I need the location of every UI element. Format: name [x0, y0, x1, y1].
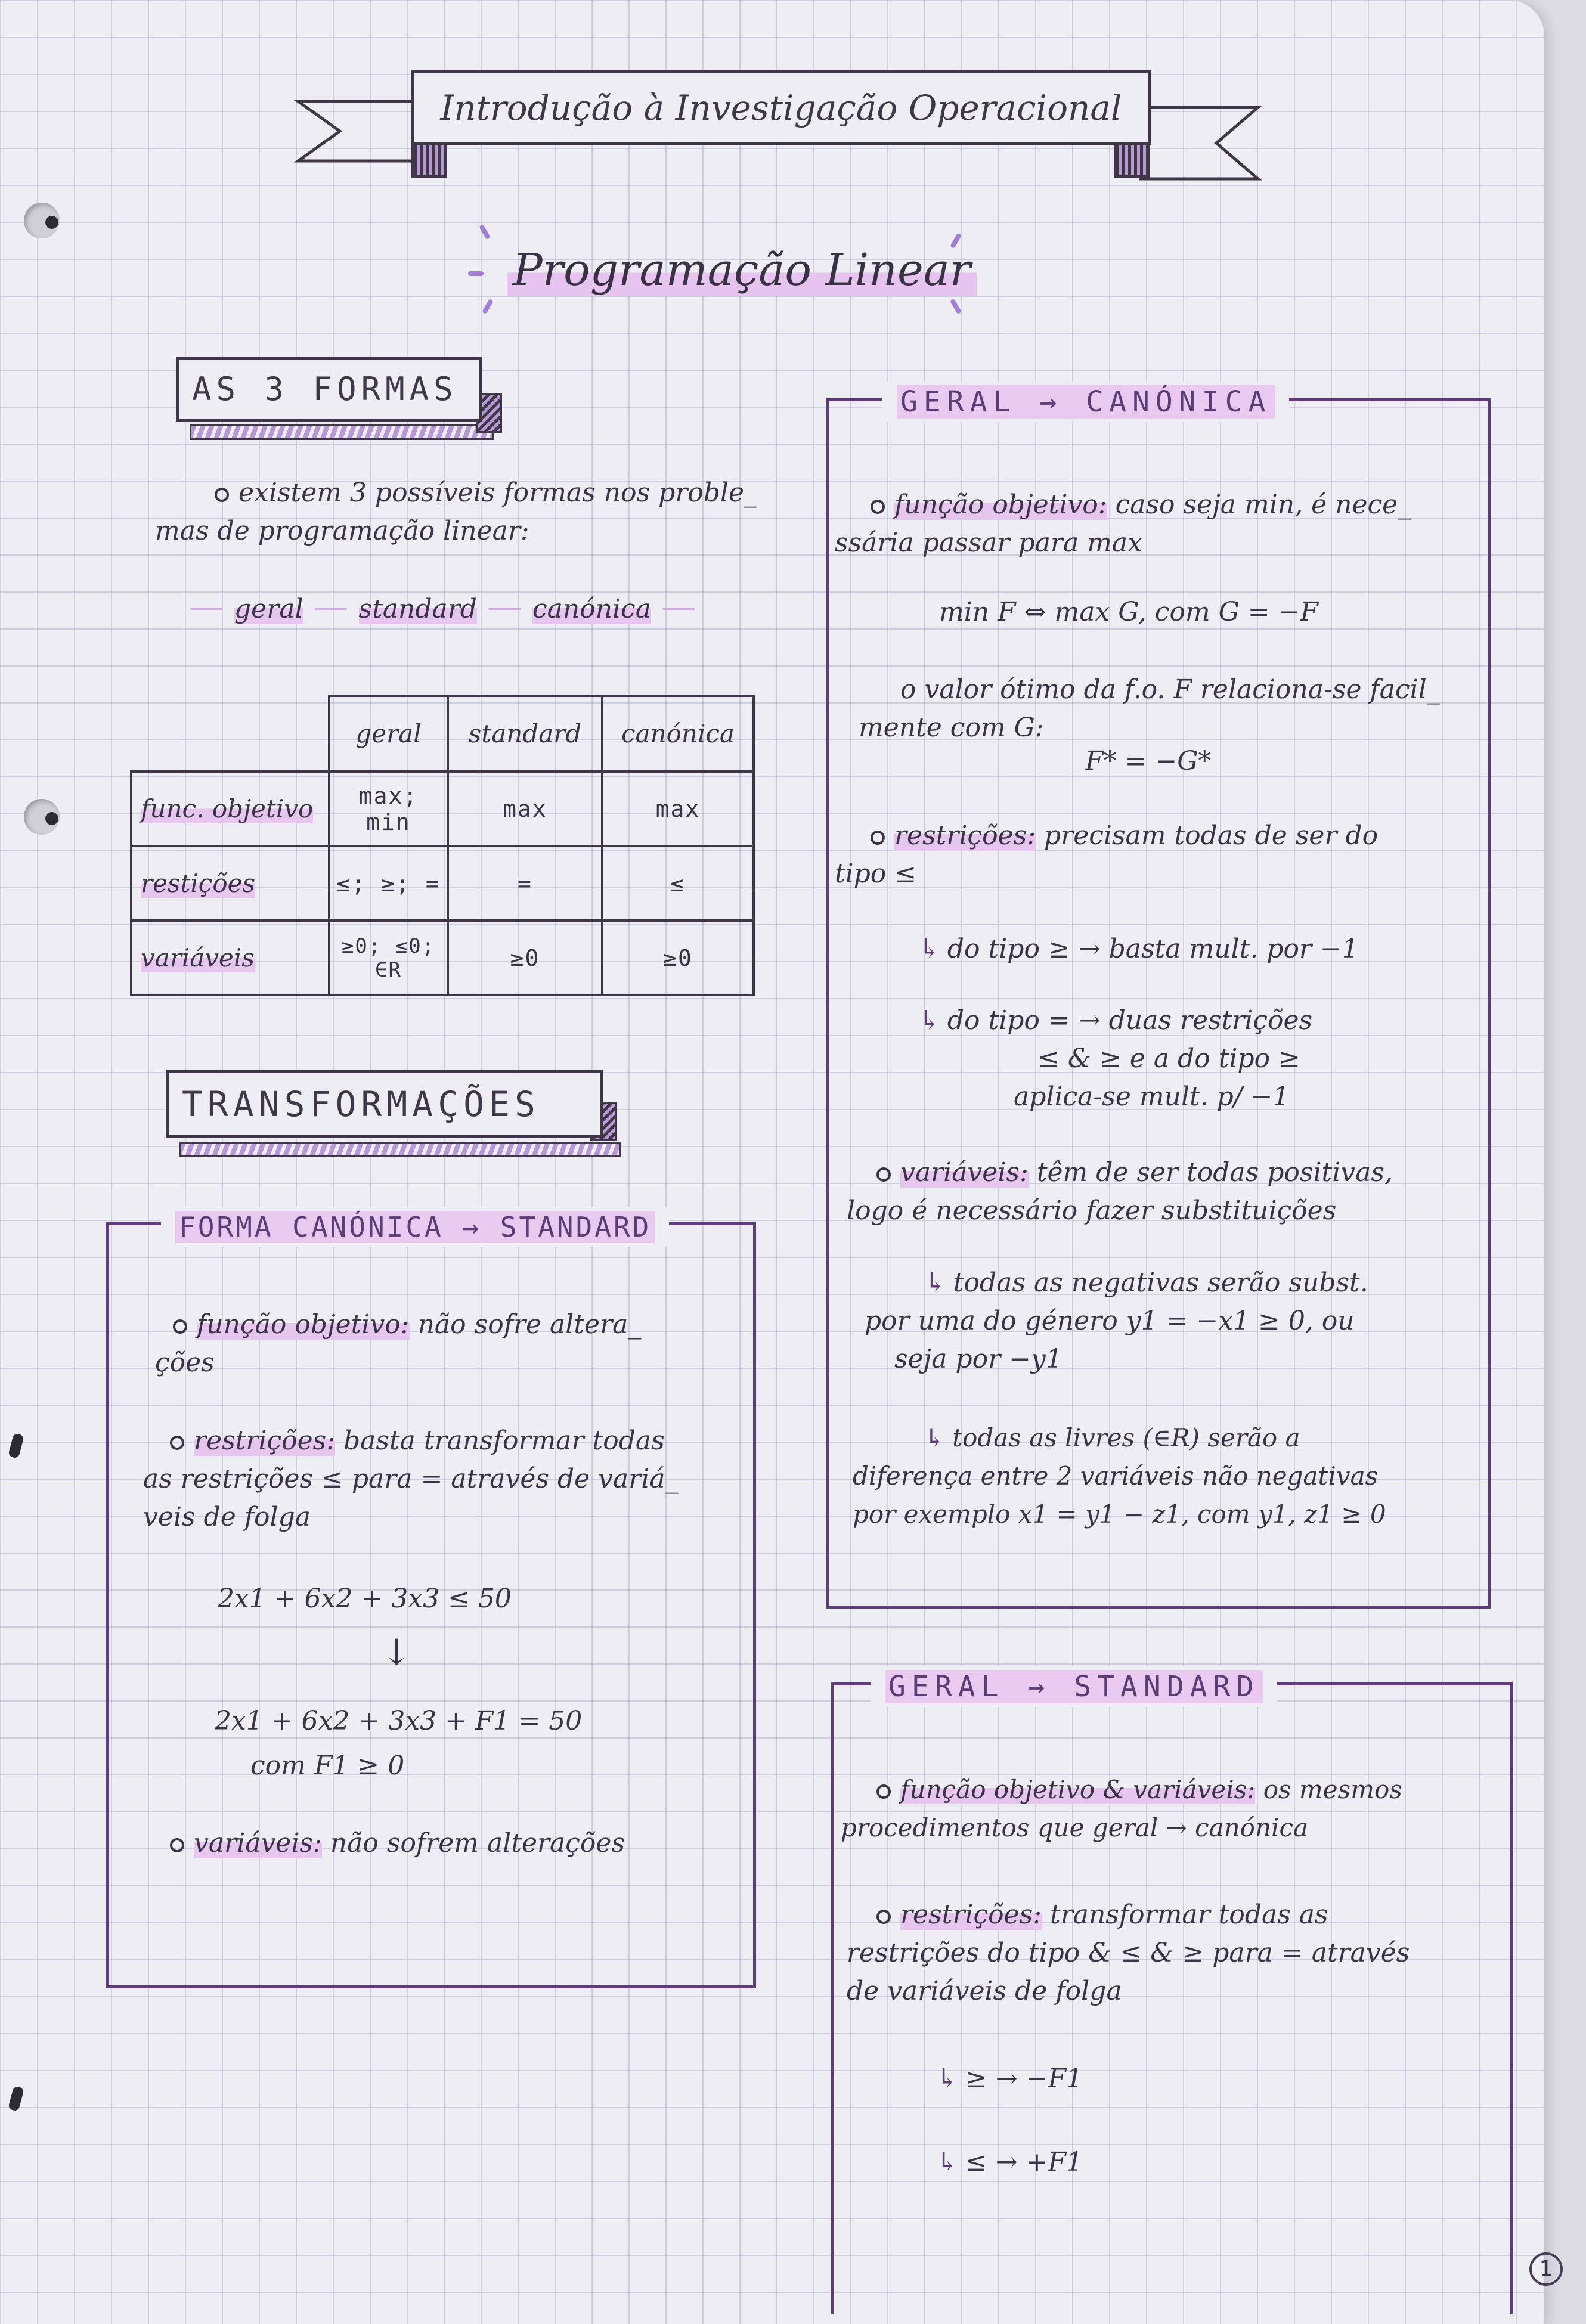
banner-tail-right-icon — [1133, 89, 1264, 185]
table-row: func. objetivo max; min max max — [131, 771, 754, 846]
cs-restrictions: restrições: basta transformar todas as restrições ≤ para = através de variá_ veis de folga — [143, 1426, 679, 1532]
table-header: standard — [448, 696, 602, 771]
panel-title-geral-standard: GERAL → STANDARD — [871, 1666, 1277, 1707]
gc-objective: função objetivo: caso seja min, é nece_ ssária passar para max — [835, 489, 1411, 558]
gc-equation-2: F* = −G* — [1085, 746, 1212, 776]
panel-title-canonica-standard: FORMA CANÓNICA → STANDARD — [161, 1207, 669, 1247]
gs-objective: função objetivo & variáveis: os mesmos procedimentos que geral → canónica — [841, 1775, 1402, 1842]
page-subtitle: Programação Linear — [507, 244, 977, 296]
section-heading-forms: AS 3 FORMAS — [176, 357, 482, 422]
gs-restrictions-sub2: ↳ ≤ → +F1 — [936, 2147, 1083, 2177]
down-arrow-icon: ↓ — [382, 1632, 412, 1674]
gc-restrictions-sub2: ↳ do tipo = → duas restrições ≤ & ≥ e a do tipo ≥ aplica-se mult. p/ −1 — [918, 1005, 1313, 1112]
gc-restrictions: restrições: precisam todas de ser do tipo ≤ — [835, 820, 1379, 889]
cs-objective: função objetivo: não sofre altera_ ções — [155, 1309, 642, 1378]
banner-tail-left-icon — [292, 89, 423, 173]
cs-equation-2-condition: com F1 ≥ 0 — [250, 1750, 405, 1781]
gs-restrictions-sub1: ↳ ≥ → −F1 — [936, 2063, 1083, 2094]
forms-intro: existem 3 possíveis formas nos proble_ mas de programação linear: — [155, 478, 758, 546]
section-heading-transformations: TRANSFORMAÇÕES — [166, 1070, 603, 1138]
heading-shadow — [190, 424, 494, 440]
forms-table — [130, 695, 755, 996]
gc-variables-sub2: ↳ todas as livres (∈R) serão a diferença entre 2 variáveis não negativas por exemplo x1 = y1 − z1, com y1, z1 ≥ 0 — [853, 1423, 1386, 1529]
binder-hole — [24, 203, 60, 238]
binder-hole — [24, 799, 60, 835]
table-row: restições ≤; ≥; = = ≤ — [131, 846, 754, 921]
forms-list: ── geral ── standard ── canónica ── — [191, 594, 695, 624]
page-number: 1 — [1529, 2252, 1563, 2286]
table-header: canónica — [602, 696, 754, 771]
table-row: variáveis ≥0; ≤0; ∈R ≥0 ≥0 — [131, 921, 754, 995]
panel-title-geral-canonica: GERAL → CANÓNICA — [882, 382, 1289, 422]
cs-variables: variáveis: não sofrem alterações — [170, 1824, 742, 1863]
table-header: geral — [329, 696, 448, 771]
gc-variables: variáveis: têm de ser todas positivas, logo é necessário fazer substituições — [847, 1157, 1393, 1226]
gc-variables-sub1: ↳ todas as negativas serão subst. por uma do género y1 = −x1 ≥ 0, ou seja por −y1 — [865, 1268, 1368, 1374]
page-title: Introdução à Investigação Operacional — [440, 88, 1122, 128]
cs-equation-2: 2x1 + 6x2 + 3x3 + F1 = 50 — [215, 1706, 583, 1736]
gc-optimal-note: o valor ótimo da f.o. F relaciona-se facil_ mente com G: — [859, 674, 1440, 743]
cs-equation-1: 2x1 + 6x2 + 3x3 ≤ 50 — [218, 1584, 512, 1614]
banner-body — [411, 70, 1151, 145]
sparkle-dash — [468, 271, 484, 276]
heading-shadow — [179, 1142, 621, 1157]
gc-equation-1: min F ⇔ max G, com G = −F — [939, 597, 1319, 627]
gs-restrictions: restrições: transformar todas as restrições do tipo & ≤ & ≥ para = através de variáveis de folga — [847, 1900, 1410, 2006]
gc-restrictions-sub1: ↳ do tipo ≥ → basta mult. por −1 — [918, 934, 1359, 964]
